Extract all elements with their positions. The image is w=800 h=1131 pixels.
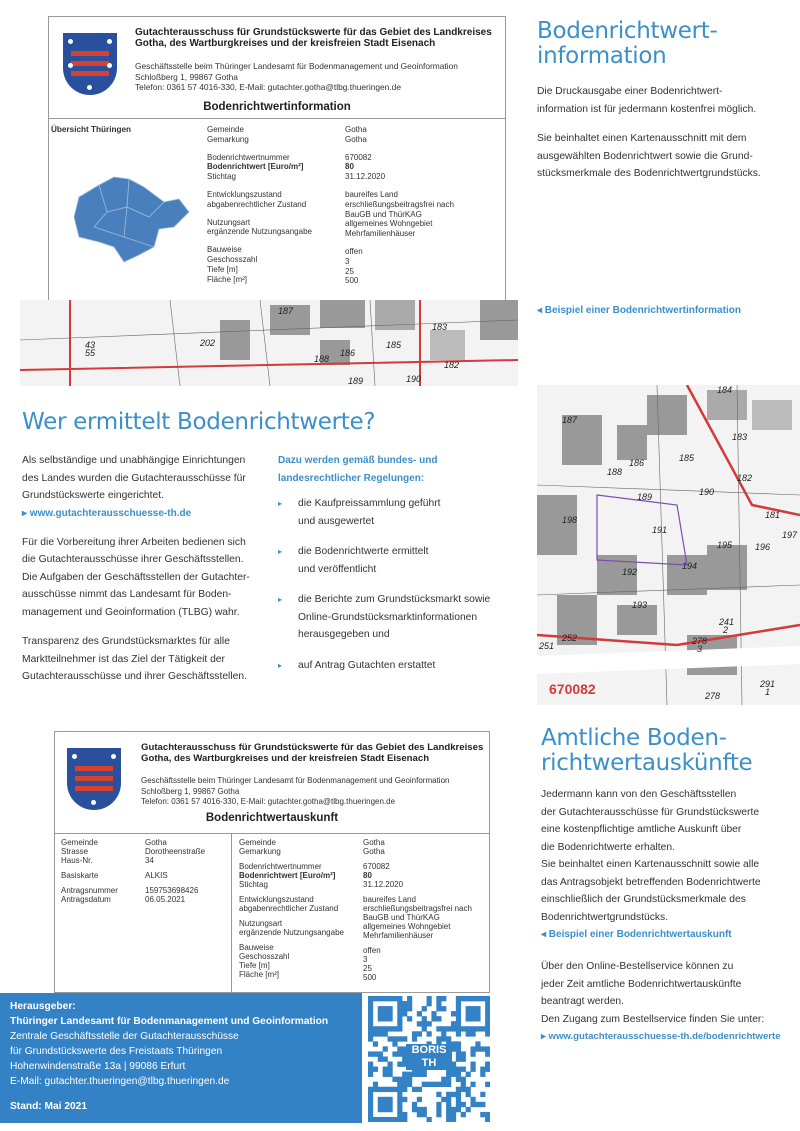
- bullet-icon: ▸: [278, 499, 283, 508]
- parcel-label: 278: [692, 636, 708, 646]
- field-text: Haus-Nr.: [61, 856, 93, 865]
- map-excerpt-right: [537, 385, 800, 705]
- intro-title: Bodenrichtwert- information: [537, 18, 718, 69]
- bodenrichtwert-number-label: 670082: [549, 681, 596, 697]
- field-text: erschließungsbeitragsfrei nach: [363, 904, 472, 913]
- parcel-label: 183: [432, 322, 448, 332]
- auskunft-labels: [61, 838, 118, 904]
- text-line: Jedermann kann von den Geschäftsstellen: [541, 789, 737, 800]
- text-line: Sie beinhaltet einen Kartenausschnitt sowie alle: [541, 859, 760, 870]
- field-text: Geschosszahl: [239, 952, 290, 961]
- bodenrichtwertinformation-sample: [48, 16, 506, 306]
- field-text: 80: [345, 162, 354, 172]
- parcel-label: 188: [607, 467, 623, 477]
- field-text: 670082: [363, 862, 390, 871]
- qr-code-icon[interactable]: [368, 996, 490, 1122]
- parcel-label: 202: [200, 338, 216, 348]
- field-text: 500: [345, 276, 359, 286]
- text-line: Den Zugang zum Bestellservice finden Sie unter:: [541, 1013, 765, 1025]
- field-text: baureifes Land: [345, 189, 398, 199]
- parcel-label: 189: [348, 376, 364, 386]
- parcel-label: 190: [406, 374, 422, 384]
- field-text: 31.12.2020: [345, 172, 386, 182]
- parcel-label: 183: [732, 432, 748, 442]
- parcel-label: 185: [386, 340, 402, 350]
- intro-section: [537, 19, 797, 183]
- parcel-label: 43: [85, 340, 96, 350]
- publisher-line: für Grundstückswerte des Freistaats Thüringen: [10, 1046, 223, 1057]
- parcel-label: 3: [697, 644, 703, 654]
- text-line: Über den Online-Bestellservice können zu: [541, 961, 734, 972]
- parcel-label: 55: [85, 348, 96, 358]
- info-labels: [239, 838, 344, 979]
- thuringia-crest-icon: [67, 748, 121, 810]
- example-info-link[interactable]: ◂ Beispiel einer Bodenrichtwertinformation: [537, 305, 741, 316]
- field-text: Bauweise: [207, 245, 242, 255]
- parcel-label: 189: [637, 492, 653, 502]
- publisher-line: Zentrale Geschäftsstelle der Gutachterausschüsse: [10, 1031, 239, 1042]
- info-labels: [207, 125, 312, 284]
- field-text: 3: [345, 256, 350, 266]
- field-text: Gotha: [345, 134, 367, 144]
- field-text: 25: [363, 964, 372, 973]
- field-text: Bodenrichtwertnummer: [239, 862, 322, 871]
- parcel-label: 252: [562, 633, 578, 643]
- field-text: Bodenrichtwertnummer: [207, 152, 290, 162]
- text-line: einschließlich der Grundstücksmerkmale des: [541, 894, 746, 905]
- publisher-line: Hohenwindenstraße 13a | 99086 Erfurt: [10, 1061, 186, 1072]
- field-text: Stichtag: [207, 172, 236, 182]
- field-text: Gotha: [345, 125, 367, 134]
- field-text: Gotha: [145, 838, 167, 847]
- office-address: Geschäftsstelle beim Thüringer Landesamt für Bodenmanagement und Geoinformation Schloßberg 1, 99867 Gotha Telefon: 0361 57 4016-330, E-Mail: gutachter.gotha@tlbg.thueringen.de: [135, 61, 458, 92]
- parcel-label: 184: [717, 385, 733, 395]
- field-text: Strasse: [61, 847, 89, 856]
- gutachterausschuesse-link[interactable]: ▸ www.gutachterausschuesse-th.de: [22, 507, 192, 519]
- field-text: Gemeinde: [207, 125, 244, 134]
- who-text: Als selbständige und unabhängige Einrichtungen des Landes wurden die Gutachterausschüsse für Grundstückswerte eingerichtet. ▸ www.gutachterausschuesse-th.de Für die Vorbereitung ihrer Arbeiten bedienen sich die Gutachterausschüsse ihrer Geschäftsstellen. Die Aufgaben der Geschäftsstellen der Gutachter- ausschüsse nimmt das Landesamt für Boden- management und Geoinformation (TLBG) wahr. Transparenz des Grundstücksmarktes für alle Marktteilnehmer ist das Ziel der Tätigkeit der Gutachterausschüsse und ihrer Geschäftsstellen.: [22, 452, 272, 686]
- rule-item: ▸ die Kaufpreissammlung geführt und ausgewertet: [278, 495, 528, 530]
- bullet-icon: ▸: [278, 595, 283, 604]
- bullet-icon: ▸: [278, 547, 283, 556]
- field-text: offen: [363, 946, 381, 955]
- thuringia-crest-icon: [63, 33, 117, 95]
- field-text: ergänzende Nutzungsangabe: [207, 227, 312, 237]
- field-text: Fläche [m²]: [239, 970, 280, 979]
- parcel-label: 187: [562, 415, 578, 425]
- overview-label: Übersicht Thüringen: [51, 125, 132, 134]
- field-text: Mehrfamilienhäuser: [345, 229, 416, 239]
- parcel-label: 188: [314, 354, 330, 364]
- intro-text-2: Sie beinhaltet einen Kartenausschnitt mit dem ausgewählten Bodenrichtwert sowie die Grund- stücksmerkmale des Bodenrichtwertgrundstücks.: [537, 133, 761, 179]
- parcel-label: 187: [278, 306, 294, 316]
- field-text: 3: [363, 955, 368, 964]
- parcel-label: 251: [539, 641, 555, 651]
- field-text: Nutzungsart: [207, 217, 251, 227]
- field-text: BauGB und ThürKAG: [363, 913, 440, 922]
- field-text: Antragsdatum: [61, 895, 111, 904]
- field-text: offen: [345, 246, 363, 256]
- parcel-label: 241: [719, 617, 735, 627]
- field-text: allgemeines Wohngebiet: [345, 219, 433, 229]
- parcel-label: 194: [682, 561, 698, 571]
- qr-label: BORIS: [411, 1044, 447, 1056]
- parcel-label: 186: [340, 348, 356, 358]
- parcel-label: 2: [723, 625, 729, 635]
- org-name: Gutachterausschuss für Grundstückswerte für das Gebiet des Landkreises Gotha, des Wartburgkreises und der kreisfreien Stadt Eisenach: [141, 742, 484, 764]
- intro-text-1: Die Druckausgabe einer Bodenrichtwert- information ist für jedermann kostenfrei möglich.: [537, 86, 757, 115]
- example-auskunft-link[interactable]: ◂ Beispiel einer Bodenrichtwertauskunft: [541, 929, 732, 940]
- field-text: Gemarkung: [239, 847, 281, 856]
- field-text: Bodenrichtwert [Euro/m²]: [239, 871, 336, 880]
- parcel-label: 291: [760, 679, 776, 689]
- field-text: Antragsnummer: [61, 886, 118, 895]
- rule-item: ▸ auf Antrag Gutachten erstattet: [278, 657, 528, 675]
- field-text: 80: [363, 871, 372, 880]
- parcel-label: 196: [755, 542, 771, 552]
- field-text: Tiefe [m]: [239, 961, 270, 970]
- doc-title: Bodenrichtwertinformation: [203, 101, 351, 113]
- parcel-label: 198: [562, 515, 578, 525]
- parcel-label: 185: [679, 453, 695, 463]
- official-title: Amtliche Boden- richtwertauskünfte: [541, 725, 753, 776]
- parcel-label: 193: [632, 600, 648, 610]
- field-text: Gotha: [363, 838, 385, 847]
- publisher-heading: Herausgeber:: [10, 1001, 76, 1012]
- field-text: Dorotheenstraße: [145, 847, 206, 856]
- field-text: Gotha: [363, 847, 385, 856]
- field-text: Gemarkung: [207, 134, 249, 144]
- field-text: Stichtag: [239, 880, 268, 889]
- field-text: Entwicklungszustand: [207, 189, 282, 199]
- field-text: Gemeinde: [239, 838, 276, 847]
- field-text: baureifes Land: [363, 895, 416, 904]
- publisher-box: [0, 993, 362, 1123]
- rule-item: ▸ die Bodenrichtwerte ermittelt und veröffentlicht: [278, 543, 528, 578]
- field-text: 34: [145, 856, 154, 865]
- text-line: das Antragsobjekt betreffenden Bodenrichtwerte: [541, 876, 761, 888]
- doc-title: Bodenrichtwertauskunft: [205, 812, 339, 824]
- field-text: ergänzende Nutzungsangabe: [239, 928, 344, 937]
- parcel-label: 182: [444, 360, 460, 370]
- field-text: abgabenrechtlicher Zustand: [239, 904, 339, 913]
- field-text: BauGB und ThürKAG: [345, 209, 422, 219]
- field-text: Mehrfamilienhäuser: [363, 931, 434, 940]
- field-text: 06.05.2021: [145, 895, 186, 904]
- field-text: Bodenrichtwert [Euro/m²]: [207, 162, 304, 172]
- field-text: Tiefe [m]: [207, 264, 238, 274]
- rule-item: ▸ die Berichte zum Grundstücksmarkt sowie Online-Grundstücksmarktinformationen herausgegeben und: [278, 591, 528, 644]
- publisher-org: Thüringer Landesamt für Bodenmanagement und Geoinformation: [10, 1016, 329, 1027]
- bodenrichtwertauskunft-sample: [54, 731, 490, 993]
- field-text: allgemeines Wohngebiet: [363, 922, 451, 931]
- qr-label: TH: [421, 1057, 437, 1069]
- thuringia-map-icon: [69, 167, 194, 267]
- parcel-label: 190: [699, 487, 715, 497]
- parcel-label: 182: [737, 473, 753, 483]
- text-line: eine kostenpflichtige amtliche Auskunft über: [541, 824, 742, 835]
- auskunft-values: [145, 838, 205, 904]
- field-text: 500: [363, 973, 377, 982]
- field-text: 159753698426: [145, 886, 199, 895]
- publisher-email: E-Mail: gutachter.thueringen@tlbg.thueringen.de: [10, 1076, 230, 1087]
- parcel-label: 181: [765, 510, 781, 520]
- who-title: Wer ermittelt Bodenrichtwerte?: [22, 409, 376, 435]
- publication-date: Stand: Mai 2021: [10, 1101, 87, 1112]
- field-text: erschließungsbeitragsfrei nach: [345, 199, 454, 209]
- text-line: die Bodenrichtwerte erhalten.: [541, 841, 675, 853]
- parcel-label: 278: [705, 691, 721, 701]
- field-text: abgabenrechtlicher Zustand: [207, 199, 307, 209]
- field-text: Gemeinde: [61, 838, 98, 847]
- field-text: Nutzungsart: [239, 919, 283, 928]
- parcel-label: 197: [782, 530, 798, 540]
- parcel-label: 195: [717, 540, 733, 550]
- text-line: beantragt werden.: [541, 996, 625, 1007]
- official-section: [541, 726, 799, 1046]
- field-text: ALKIS: [145, 871, 168, 880]
- field-text: Fläche [m²]: [207, 274, 248, 284]
- info-values: [345, 125, 454, 286]
- field-text: 31.12.2020: [363, 880, 404, 889]
- field-text: Geschosszahl: [207, 254, 258, 264]
- parcel-label: 1: [765, 687, 771, 697]
- field-text: 670082: [345, 152, 372, 162]
- info-values: [363, 838, 472, 982]
- bestellservice-link[interactable]: ▸ www.gutachterausschuesse-th.de/bodenrichtwerte: [541, 1031, 781, 1042]
- map-excerpt-top: [20, 300, 518, 386]
- office-address: Geschäftsstelle beim Thüringer Landesamt für Bodenmanagement und Geoinformation Schloßberg 1, 99867 Gotha Telefon: 0361 57 4016-330, E-Mail: gutachter.gotha@tlbg.thueringen.de: [141, 776, 450, 806]
- text-line: Bodenrichtwertgrundstücks.: [541, 911, 669, 923]
- field-text: Bauweise: [239, 943, 274, 952]
- field-text: Basiskarte: [61, 871, 99, 880]
- field-text: 25: [345, 266, 354, 276]
- parcel-label: 186: [629, 458, 645, 468]
- parcel-label: 192: [622, 567, 638, 577]
- field-text: Entwicklungszustand: [239, 895, 314, 904]
- text-line: der Gutachterausschüsse für Grundstückswerte: [541, 806, 760, 818]
- bullet-icon: ▸: [278, 660, 283, 670]
- rules-list: Dazu werden gemäß bundes- und landesrechtlicher Regelungen: ▸ die Kaufpreissammlung geführt und ausgewertet ▸ die Bodenrichtwerte ermittelt und veröffentlicht ▸ die Berichte zum Grundstücksmarkt sowie Online-Grundstücksmarktinformationen herausgegeben und ▸ auf Antrag Gutachten erstattet: [278, 452, 528, 687]
- org-name: Gutachterausschuss für Grundstückswerte für das Gebiet des Landkreises Gotha, des Wartburgkreises und der kreisfreien Stadt Eisenach: [135, 27, 492, 49]
- text-line: jeder Zeit amtliche Bodenrichtwertauskünfte: [541, 978, 742, 990]
- parcel-label: 191: [652, 525, 668, 535]
